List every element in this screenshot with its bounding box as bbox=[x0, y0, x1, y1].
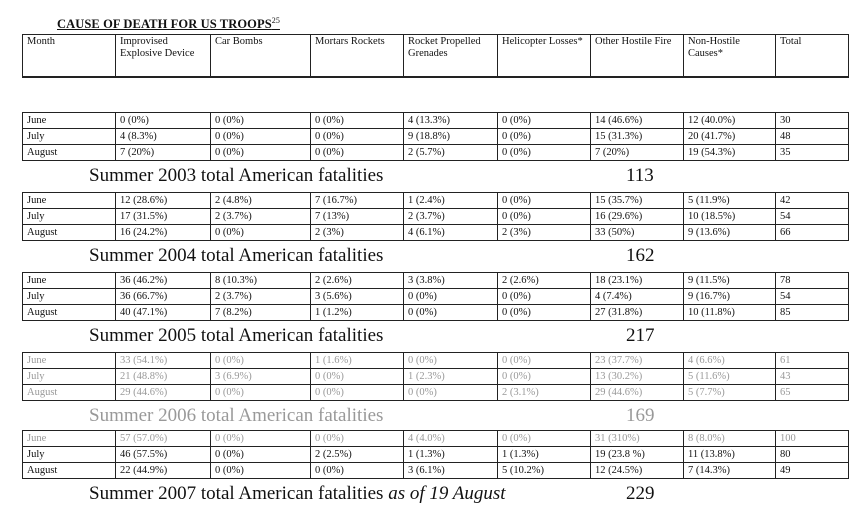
table-cell: 0 (0%) bbox=[211, 353, 311, 369]
data-table bbox=[22, 112, 849, 161]
table-cell: 29 (44.6%) bbox=[116, 385, 211, 401]
table-cell: 3 (3.8%) bbox=[404, 273, 498, 289]
table-cell: 1 (1.6%) bbox=[311, 353, 404, 369]
table-cell: 22 (44.9%) bbox=[116, 463, 211, 479]
table-cell: 4 (13.3%) bbox=[404, 113, 498, 129]
table-cell: 7 (16.7%) bbox=[311, 193, 404, 209]
table-cell: 0 (0%) bbox=[211, 385, 311, 401]
table-cell: 0 (0%) bbox=[116, 113, 211, 129]
table-cell: 0 (0%) bbox=[404, 353, 498, 369]
column-header: Helicopter Losses* bbox=[498, 35, 591, 78]
summary-label: Summer 2004 total American fatalities bbox=[89, 245, 384, 266]
table-cell: 0 (0%) bbox=[498, 113, 591, 129]
table-cell: 0 (0%) bbox=[404, 289, 498, 305]
table-cell: 49 bbox=[776, 463, 849, 479]
table-cell: 4 (8.3%) bbox=[116, 129, 211, 145]
table-cell: 0 (0%) bbox=[311, 385, 404, 401]
table-cell: 0 (0%) bbox=[211, 431, 311, 447]
month-cell: July bbox=[23, 209, 116, 225]
table-cell: 65 bbox=[776, 385, 849, 401]
table-cell: 0 (0%) bbox=[404, 305, 498, 321]
summary-line bbox=[89, 325, 655, 347]
table-row bbox=[23, 113, 849, 129]
column-header: Car Bombs bbox=[211, 35, 311, 78]
table-cell: 0 (0%) bbox=[311, 463, 404, 479]
table-cell: 0 (0%) bbox=[498, 353, 591, 369]
table-cell: 1 (1.2%) bbox=[311, 305, 404, 321]
table-cell: 2 (3%) bbox=[498, 225, 591, 241]
table-cell: 4 (6.1%) bbox=[404, 225, 498, 241]
table-cell: 85 bbox=[776, 305, 849, 321]
column-header: Month bbox=[23, 35, 116, 78]
table-cell: 43 bbox=[776, 369, 849, 385]
table-cell: 1 (1.3%) bbox=[498, 447, 591, 463]
table-row bbox=[23, 209, 849, 225]
table-cell: 46 (57.5%) bbox=[116, 447, 211, 463]
table-cell: 29 (44.6%) bbox=[591, 385, 684, 401]
table-cell: 7 (13%) bbox=[311, 209, 404, 225]
table-cell: 61 bbox=[776, 353, 849, 369]
table-cell: 3 (6.9%) bbox=[211, 369, 311, 385]
table-row bbox=[23, 289, 849, 305]
document-title bbox=[57, 16, 280, 32]
table-cell: 2 (3.1%) bbox=[498, 385, 591, 401]
table-row bbox=[23, 463, 849, 479]
table-cell: 0 (0%) bbox=[211, 463, 311, 479]
table-cell: 57 (57.0%) bbox=[116, 431, 211, 447]
table-cell: 36 (46.2%) bbox=[116, 273, 211, 289]
table-cell: 4 (7.4%) bbox=[591, 289, 684, 305]
summary-line bbox=[89, 245, 655, 267]
table-cell: 5 (7.7%) bbox=[684, 385, 776, 401]
table-cell: 9 (16.7%) bbox=[684, 289, 776, 305]
month-cell: July bbox=[23, 369, 116, 385]
table-cell: 0 (0%) bbox=[498, 431, 591, 447]
summary-label: Summer 2005 total American fatalities bbox=[89, 325, 384, 346]
header-row bbox=[23, 35, 849, 78]
month-cell: June bbox=[23, 193, 116, 209]
table-row bbox=[23, 273, 849, 289]
data-table bbox=[22, 352, 849, 401]
table-row bbox=[23, 145, 849, 161]
table-cell: 2 (3.7%) bbox=[404, 209, 498, 225]
month-cell: July bbox=[23, 129, 116, 145]
table-cell: 23 (37.7%) bbox=[591, 353, 684, 369]
table-cell: 0 (0%) bbox=[311, 145, 404, 161]
table-cell: 36 (66.7%) bbox=[116, 289, 211, 305]
table-cell: 1 (2.3%) bbox=[404, 369, 498, 385]
table-cell: 0 (0%) bbox=[498, 193, 591, 209]
column-header: Mortars Rockets bbox=[311, 35, 404, 78]
month-cell: August bbox=[23, 305, 116, 321]
table-cell: 5 (11.6%) bbox=[684, 369, 776, 385]
summary-qualifier: as of 19 August bbox=[388, 483, 506, 504]
table-cell: 9 (11.5%) bbox=[684, 273, 776, 289]
table-cell: 2 (3%) bbox=[311, 225, 404, 241]
month-cell: June bbox=[23, 431, 116, 447]
table-cell: 0 (0%) bbox=[211, 113, 311, 129]
table-row bbox=[23, 225, 849, 241]
table-cell: 54 bbox=[776, 289, 849, 305]
table-row bbox=[23, 385, 849, 401]
column-header: Rocket Propelled Grenades bbox=[404, 35, 498, 78]
table-cell: 2 (2.5%) bbox=[311, 447, 404, 463]
table-cell: 11 (13.8%) bbox=[684, 447, 776, 463]
table-cell: 100 bbox=[776, 431, 849, 447]
summary-total: 169 bbox=[626, 405, 655, 426]
column-header: Non-Hostile Causes* bbox=[684, 35, 776, 78]
table-cell: 7 (20%) bbox=[591, 145, 684, 161]
table-cell: 5 (10.2%) bbox=[498, 463, 591, 479]
table-cell: 5 (11.9%) bbox=[684, 193, 776, 209]
table-cell: 31 (310%) bbox=[591, 431, 684, 447]
data-table bbox=[22, 272, 849, 321]
summary-line bbox=[89, 165, 654, 187]
table-cell: 3 (6.1%) bbox=[404, 463, 498, 479]
data-table bbox=[22, 430, 849, 479]
table-cell: 80 bbox=[776, 447, 849, 463]
table-cell: 48 bbox=[776, 129, 849, 145]
table-cell: 33 (54.1%) bbox=[116, 353, 211, 369]
table-cell: 0 (0%) bbox=[498, 209, 591, 225]
data-table bbox=[22, 192, 849, 241]
table-cell: 42 bbox=[776, 193, 849, 209]
table-cell: 0 (0%) bbox=[498, 145, 591, 161]
summary-label: Summer 2007 total American fatalities bbox=[89, 483, 384, 504]
table-row bbox=[23, 129, 849, 145]
table-cell: 4 (4.0%) bbox=[404, 431, 498, 447]
table-cell: 0 (0%) bbox=[311, 129, 404, 145]
table-row bbox=[23, 431, 849, 447]
month-cell: August bbox=[23, 225, 116, 241]
title-text: CAUSE OF DEATH FOR US TROOPS bbox=[57, 17, 272, 32]
table-cell: 0 (0%) bbox=[311, 113, 404, 129]
table-row bbox=[23, 193, 849, 209]
summary-total: 162 bbox=[626, 245, 655, 266]
table-cell: 4 (6.6%) bbox=[684, 353, 776, 369]
table-cell: 12 (24.5%) bbox=[591, 463, 684, 479]
table-cell: 2 (3.7%) bbox=[211, 289, 311, 305]
table-cell: 8 (8.0%) bbox=[684, 431, 776, 447]
table-cell: 16 (24.2%) bbox=[116, 225, 211, 241]
table-cell: 0 (0%) bbox=[211, 447, 311, 463]
table-cell: 19 (54.3%) bbox=[684, 145, 776, 161]
table-cell: 7 (20%) bbox=[116, 145, 211, 161]
summary-label: Summer 2006 total American fatalities bbox=[89, 405, 384, 426]
footnote-ref: 25 bbox=[271, 16, 280, 25]
table-cell: 27 (31.8%) bbox=[591, 305, 684, 321]
table-row bbox=[23, 353, 849, 369]
table-cell: 1 (2.4%) bbox=[404, 193, 498, 209]
table-cell: 0 (0%) bbox=[498, 289, 591, 305]
table-cell: 21 (48.8%) bbox=[116, 369, 211, 385]
table-cell: 3 (5.6%) bbox=[311, 289, 404, 305]
table-cell: 0 (0%) bbox=[211, 225, 311, 241]
table-cell: 10 (11.8%) bbox=[684, 305, 776, 321]
table-cell: 14 (46.6%) bbox=[591, 113, 684, 129]
month-cell: June bbox=[23, 353, 116, 369]
table-cell: 66 bbox=[776, 225, 849, 241]
table-cell: 13 (30.2%) bbox=[591, 369, 684, 385]
table-cell: 35 bbox=[776, 145, 849, 161]
table-row bbox=[23, 447, 849, 463]
table-cell: 0 (0%) bbox=[498, 369, 591, 385]
table-cell: 0 (0%) bbox=[311, 369, 404, 385]
month-cell: August bbox=[23, 145, 116, 161]
column-header: Other Hostile Fire bbox=[591, 35, 684, 78]
table-cell: 10 (18.5%) bbox=[684, 209, 776, 225]
table-cell: 18 (23.1%) bbox=[591, 273, 684, 289]
table-cell: 0 (0%) bbox=[311, 431, 404, 447]
month-cell: July bbox=[23, 289, 116, 305]
summary-total: 217 bbox=[626, 325, 655, 346]
table-cell: 2 (3.7%) bbox=[211, 209, 311, 225]
table-cell: 1 (1.3%) bbox=[404, 447, 498, 463]
table-row bbox=[23, 305, 849, 321]
table-cell: 2 (5.7%) bbox=[404, 145, 498, 161]
column-header: Improvised Explosive Device bbox=[116, 35, 211, 78]
header-table bbox=[22, 34, 849, 78]
summary-total: 113 bbox=[626, 165, 654, 186]
table-cell: 17 (31.5%) bbox=[116, 209, 211, 225]
table-cell: 0 (0%) bbox=[498, 305, 591, 321]
table-cell: 78 bbox=[776, 273, 849, 289]
table-cell: 12 (40.0%) bbox=[684, 113, 776, 129]
table-cell: 33 (50%) bbox=[591, 225, 684, 241]
summary-label: Summer 2003 total American fatalities bbox=[89, 165, 384, 186]
table-cell: 54 bbox=[776, 209, 849, 225]
summary-line bbox=[89, 483, 655, 505]
month-cell: August bbox=[23, 463, 116, 479]
summary-total: 229 bbox=[626, 483, 655, 504]
table-cell: 40 (47.1%) bbox=[116, 305, 211, 321]
table-cell: 2 (2.6%) bbox=[498, 273, 591, 289]
month-cell: July bbox=[23, 447, 116, 463]
summary-line bbox=[89, 405, 655, 427]
table-cell: 7 (14.3%) bbox=[684, 463, 776, 479]
table-cell: 2 (4.8%) bbox=[211, 193, 311, 209]
table-cell: 19 (23.8 %) bbox=[591, 447, 684, 463]
table-cell: 15 (31.3%) bbox=[591, 129, 684, 145]
table-cell: 7 (8.2%) bbox=[211, 305, 311, 321]
table-cell: 15 (35.7%) bbox=[591, 193, 684, 209]
table-cell: 2 (2.6%) bbox=[311, 273, 404, 289]
table-cell: 0 (0%) bbox=[211, 145, 311, 161]
table-cell: 9 (13.6%) bbox=[684, 225, 776, 241]
month-cell: June bbox=[23, 273, 116, 289]
table-cell: 0 (0%) bbox=[498, 129, 591, 145]
table-cell: 0 (0%) bbox=[211, 129, 311, 145]
table-cell: 9 (18.8%) bbox=[404, 129, 498, 145]
table-cell: 20 (41.7%) bbox=[684, 129, 776, 145]
table-cell: 8 (10.3%) bbox=[211, 273, 311, 289]
table-row bbox=[23, 369, 849, 385]
month-cell: August bbox=[23, 385, 116, 401]
month-cell: June bbox=[23, 113, 116, 129]
table-cell: 30 bbox=[776, 113, 849, 129]
table-cell: 16 (29.6%) bbox=[591, 209, 684, 225]
table-cell: 12 (28.6%) bbox=[116, 193, 211, 209]
column-header: Total bbox=[776, 35, 849, 78]
table-cell: 0 (0%) bbox=[404, 385, 498, 401]
